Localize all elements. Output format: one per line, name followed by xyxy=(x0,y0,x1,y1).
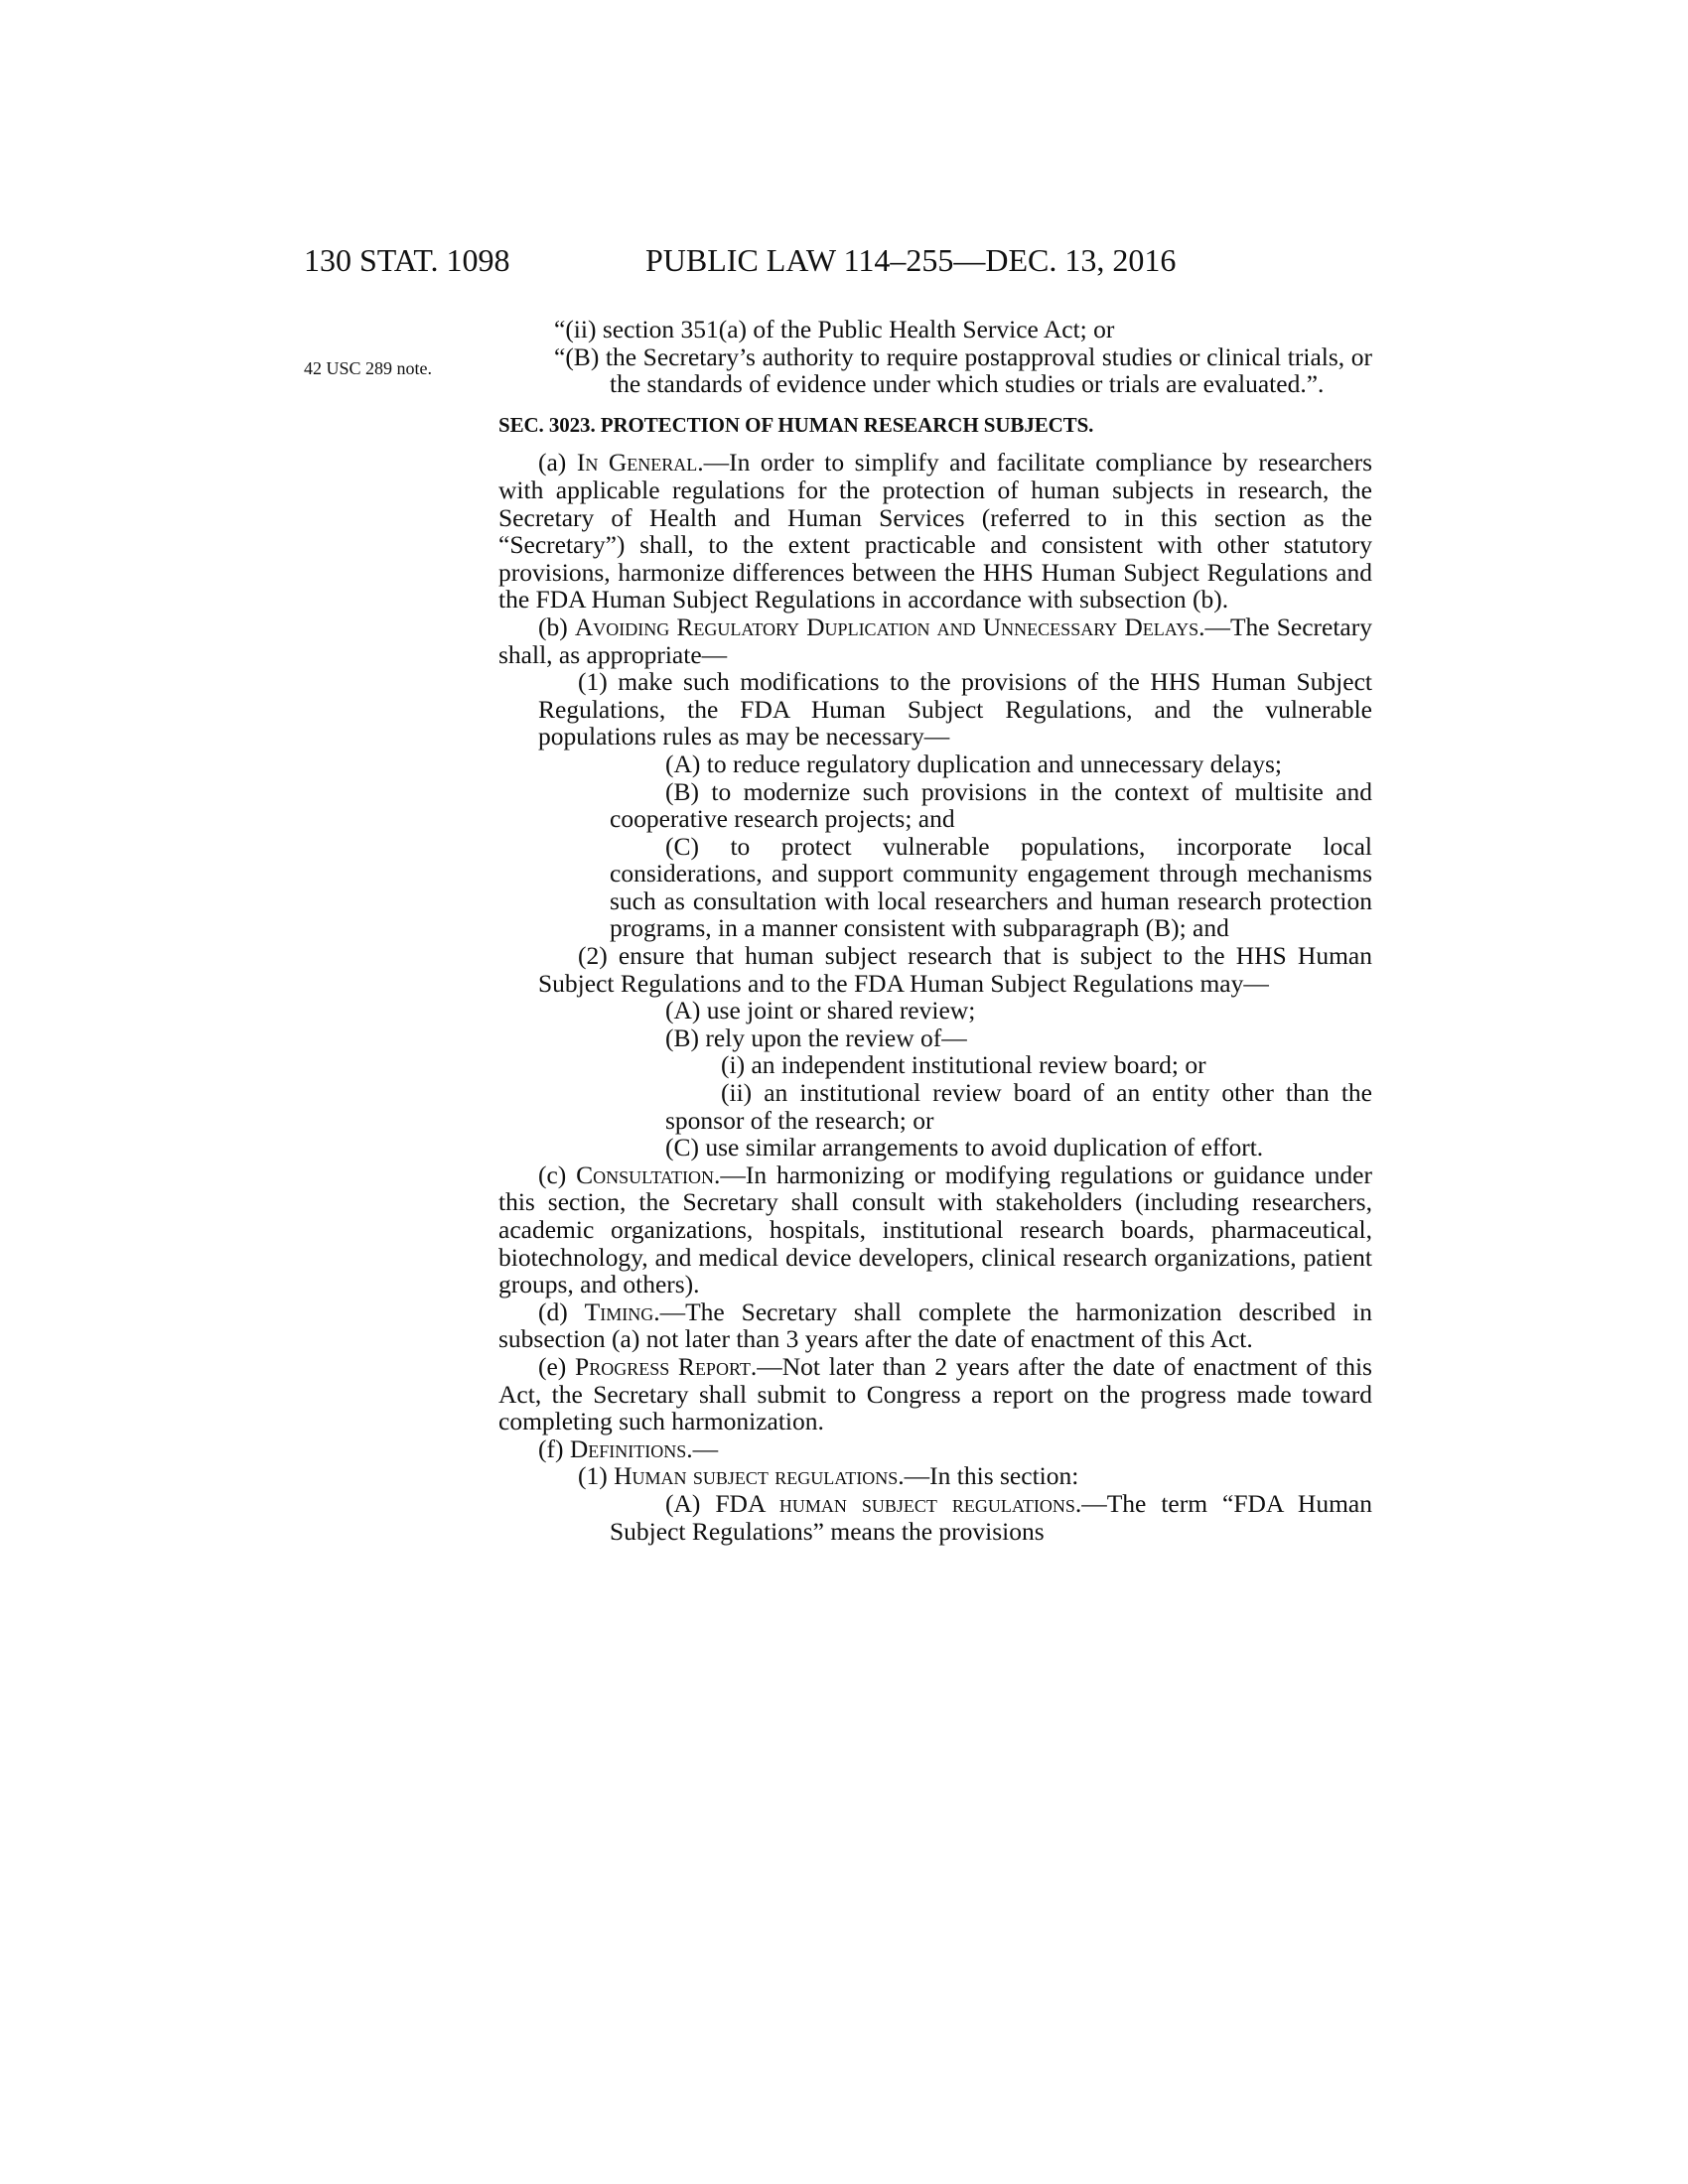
subparagraph-f1a-text: .—The term “FDA Human Subject Regulations” means the provisions xyxy=(610,1488,1372,1546)
subsection-c-heading: Consultation xyxy=(576,1160,715,1189)
subsection-b xyxy=(498,614,1372,668)
subsection-d-heading: Timing xyxy=(584,1297,654,1326)
stat-reference: 130 STAT. 1098 xyxy=(304,242,510,278)
subparagraph-f1a-heading: FDA human subject regulations xyxy=(715,1488,1075,1518)
subparagraph-b1b: (B) to modernize such provisions in the context of multisite and cooperative research projects; and xyxy=(610,776,1372,834)
paragraph-b1: (1) make such modifications to the provisions of the HHS Human Subject Regulations, the FDA Human Subject Regulations, and the vulnerable populations rules as may be necessary— xyxy=(538,667,1372,751)
subparagraph-b1c: (C) to protect vulnerable populations, incorporate local considerations, and support community engagement through mechanisms such as consultation with local researchers and human research protection programs, in a manner consistent with subparagraph (B); and xyxy=(610,831,1372,943)
subsection-a-prefix: (a) xyxy=(538,448,577,478)
subsection-a-heading: In General xyxy=(576,448,698,478)
page-header xyxy=(0,242,1688,290)
paragraph-b2: (2) ensure that human subject research that is subject to the HHS Human Subject Regulations and to the FDA Human Subject Regulations may— xyxy=(538,941,1372,998)
subparagraph-f1a-prefix: (A) xyxy=(665,1488,716,1518)
section-heading: SEC. 3023. PROTECTION OF HUMAN RESEARCH SUBJECTS. xyxy=(498,412,1094,437)
subparagraph-b1a: (A) to reduce regulatory duplication and unnecessary delays; xyxy=(665,749,1282,778)
subparagraph-b2a: (A) use joint or shared review; xyxy=(665,996,976,1025)
subparagraph-b2b: (B) rely upon the review of— xyxy=(665,1023,967,1052)
subsection-c xyxy=(498,1161,1372,1298)
subsection-e xyxy=(498,1353,1372,1435)
subsection-b-text: .—The Secretary shall, as appropriate— xyxy=(498,612,1372,669)
subsection-d-prefix: (d) xyxy=(538,1297,585,1326)
subsection-e-prefix: (e) xyxy=(538,1351,576,1381)
subsection-c-prefix: (c) xyxy=(538,1160,577,1189)
subsection-b-heading: Avoiding Regulatory Duplication and Unnecessary Delays xyxy=(574,612,1199,641)
law-title: PUBLIC LAW 114–255—DEC. 13, 2016 xyxy=(645,242,1177,278)
subsection-d-text: .—The Secretary shall complete the harmonization described in subsection (a) not later than 3 years after the date of enactment of this Act. xyxy=(498,1297,1373,1354)
subsection-c-text: .—In harmonizing or modifying regulations or guidance under this section, the Secretary shall consult with stakeholders (including researchers, academic organizations, hospitals, institutional research boards, pharmaceutical, biotechnology, and medical device developers, clinical research organizations, patient groups, and others). xyxy=(498,1160,1372,1299)
subsection-e-text: .—Not later than 2 years after the date of enactment of this Act, the Secretary shall submit to Congress a report on the progress made toward completing such harmonization. xyxy=(498,1351,1372,1436)
subsection-f xyxy=(498,1435,1372,1463)
paragraph-f1 xyxy=(498,1462,1372,1490)
subparagraph-b2c: (C) use similar arrangements to avoid duplication of effort. xyxy=(665,1133,1264,1162)
subsection-b-prefix: (b) xyxy=(538,612,575,641)
clause-b2b-ii: (ii) an institutional review board of an entity other than the sponsor of the research; or xyxy=(665,1078,1372,1135)
margin-note: 42 USC 289 note. xyxy=(304,358,433,378)
subsection-a-text: .—In order to simplify and facilitate compliance by researchers with applicable regulations for the protection of human subjects in research, the Secretary of Health and Human Services (referred to in this section as the “Secretary”) shall, to the extent practicable and consistent with other statutory provisions, harmonize differences between the HHS Human Subject Regulations and the FDA Human Subject Regulations in accordance with subsection (b). xyxy=(498,448,1372,614)
paragraph-f1-prefix: (1) xyxy=(578,1461,615,1491)
quoted-clause-ii: “(ii) section 351(a) of the Public Health Service Act; or xyxy=(554,315,1115,343)
subsection-d xyxy=(498,1298,1372,1353)
subparagraph-f1a xyxy=(498,1490,1372,1545)
subsection-e-heading: Progress Report xyxy=(575,1351,751,1381)
paragraph-f1-text: .—In this section: xyxy=(898,1461,1079,1491)
subsection-a xyxy=(498,449,1372,614)
subsection-f-text: .— xyxy=(686,1433,719,1463)
quoted-clause-b: “(B) the Secretary’s authority to require postapproval studies or clinical trials, or the standards of evidence under which studies or trials are evaluated.”. xyxy=(554,341,1372,399)
subsection-f-heading: Definitions xyxy=(569,1433,687,1463)
clause-b2b-i: (i) an independent institutional review board; or xyxy=(721,1050,1206,1080)
subsection-f-prefix: (f) xyxy=(538,1433,570,1463)
paragraph-f1-heading: Human subject regulations xyxy=(614,1461,899,1491)
document-body xyxy=(498,316,1372,1545)
